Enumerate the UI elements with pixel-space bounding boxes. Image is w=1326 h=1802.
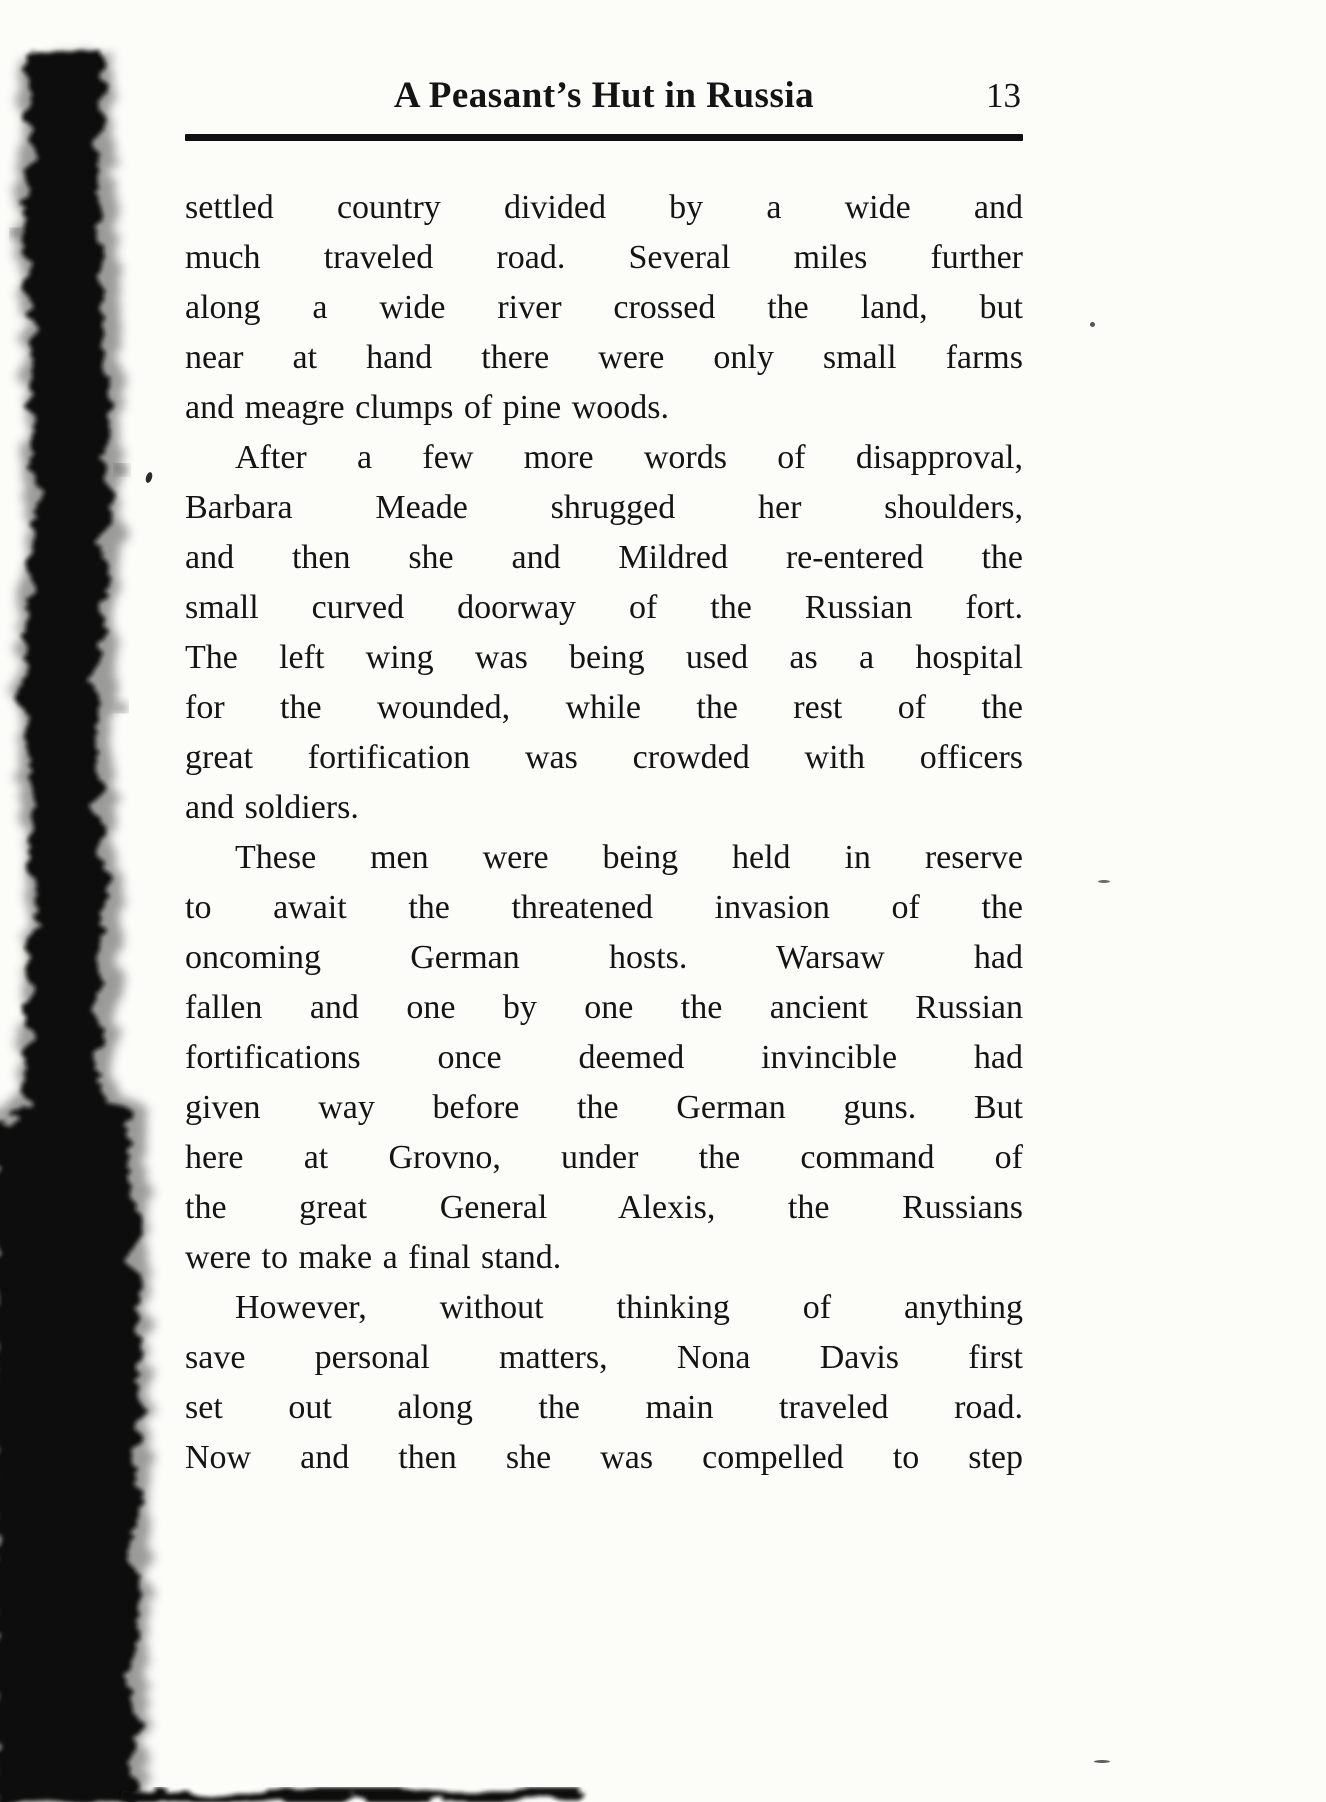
scan-speck — [144, 471, 153, 483]
paragraph — [185, 183, 1023, 433]
text-line: and soldiers. — [185, 789, 359, 826]
text-line: oncoming German hosts. Warsaw had — [185, 939, 1023, 976]
text-line: and meagre clumps of pine woods. — [185, 389, 669, 426]
text-line: small curved doorway of the Russian fort. — [185, 589, 1023, 626]
running-head — [185, 72, 1023, 124]
paragraph — [185, 1283, 1023, 1483]
text-line: After a few more words of disapproval, — [235, 439, 1023, 476]
text-line: Now and then she was compelled to step — [185, 1439, 1023, 1476]
text-line: The left wing was being used as a hospital — [185, 639, 1023, 676]
text-line: given way before the German guns. But — [185, 1089, 1023, 1126]
paragraph — [185, 833, 1023, 1283]
scan-speck — [1094, 1760, 1110, 1763]
text-line: However, without thinking of anything — [235, 1289, 1023, 1326]
chapter-title: A Peasant’s Hut in Russia — [393, 75, 815, 116]
text-line: set out along the main traveled road. — [185, 1389, 1023, 1426]
text-line: the great General Alexis, the Russians — [185, 1189, 1023, 1226]
text-line: and then she and Mildred re-entered the — [185, 539, 1023, 576]
page-content — [185, 72, 1023, 1483]
text-line: for the wounded, while the rest of the — [185, 689, 1023, 726]
scan-speck — [1098, 880, 1110, 883]
paragraph — [185, 433, 1023, 833]
scan-speck — [1090, 322, 1095, 327]
text-line: fortifications once deemed invincible had — [185, 1039, 1023, 1076]
text-block — [185, 183, 1023, 1483]
text-line: These men were being held in reserve — [235, 839, 1023, 876]
text-line: much traveled road. Several miles further — [185, 239, 1023, 276]
text-line: great fortification was crowded with officers — [185, 739, 1023, 776]
page-number: 13 — [986, 76, 1021, 115]
text-line: were to make a final stand. — [185, 1239, 562, 1276]
text-line: along a wide river crossed the land, but — [185, 289, 1023, 326]
text-line: fallen and one by one the ancient Russian — [185, 989, 1023, 1026]
text-line: near at hand there were only small farms — [185, 339, 1023, 376]
text-line: to await the threatened invasion of the — [185, 889, 1023, 926]
text-line: Barbara Meade shrugged her shoulders, — [185, 489, 1023, 526]
header-rule — [185, 134, 1023, 141]
text-line: save personal matters, Nona Davis first — [185, 1339, 1023, 1376]
text-line: settled country divided by a wide and — [185, 189, 1023, 226]
text-line: here at Grovno, under the command of — [185, 1139, 1023, 1176]
